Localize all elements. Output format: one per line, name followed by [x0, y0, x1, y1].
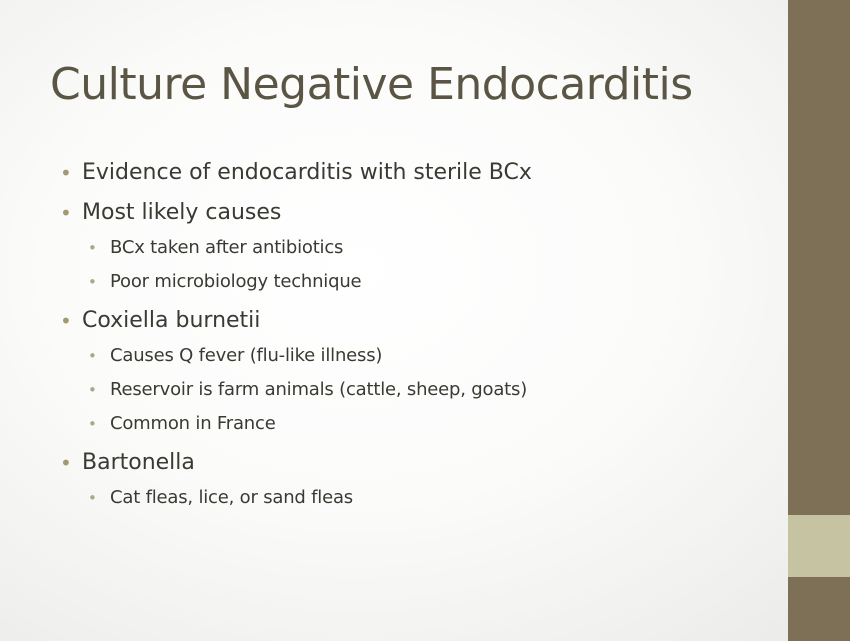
sub-bullet-text: BCx taken after antibiotics: [110, 237, 344, 258]
sub-bullet-text: Causes Q fever (flu-like illness): [110, 345, 383, 366]
sub-bullet-item: [60, 231, 532, 265]
bullet-item: [60, 195, 532, 231]
slide-title: Culture Negative Endocarditis: [50, 59, 693, 110]
bullet-text: Bartonella: [82, 450, 195, 475]
sub-bullet-item: [60, 265, 532, 299]
bullet-item: [60, 303, 532, 339]
bullet-marker: •: [88, 239, 97, 257]
sub-bullet-item: [60, 481, 532, 515]
bullet-list: [60, 155, 532, 515]
bullet-text: Most likely causes: [82, 200, 282, 225]
bullet-marker: •: [60, 451, 72, 475]
bullet-marker: •: [60, 161, 72, 185]
sub-bullet-item: [60, 339, 532, 373]
bullet-marker: •: [88, 347, 97, 365]
bullet-marker: •: [88, 489, 97, 507]
sub-bullet-text: Poor microbiology technique: [110, 271, 362, 292]
bullet-item: [60, 155, 532, 191]
bullet-item: [60, 445, 532, 481]
sub-bullet-text: Common in France: [110, 413, 276, 434]
bullet-marker: •: [88, 381, 97, 399]
sub-bullet-item: [60, 373, 532, 407]
decorative-sidebar-accent: [788, 515, 850, 577]
sub-bullet-item: [60, 407, 532, 441]
bullet-marker: •: [88, 273, 97, 291]
bullet-marker: •: [88, 415, 97, 433]
bullet-marker: •: [60, 309, 72, 333]
bullet-text: Coxiella burnetii: [82, 308, 261, 333]
bullet-text: Evidence of endocarditis with sterile BCx: [82, 160, 532, 185]
bullet-marker: •: [60, 201, 72, 225]
sub-bullet-text: Cat fleas, lice, or sand fleas: [110, 487, 353, 508]
sub-bullet-text: Reservoir is farm animals (cattle, sheep, goats): [110, 379, 528, 400]
